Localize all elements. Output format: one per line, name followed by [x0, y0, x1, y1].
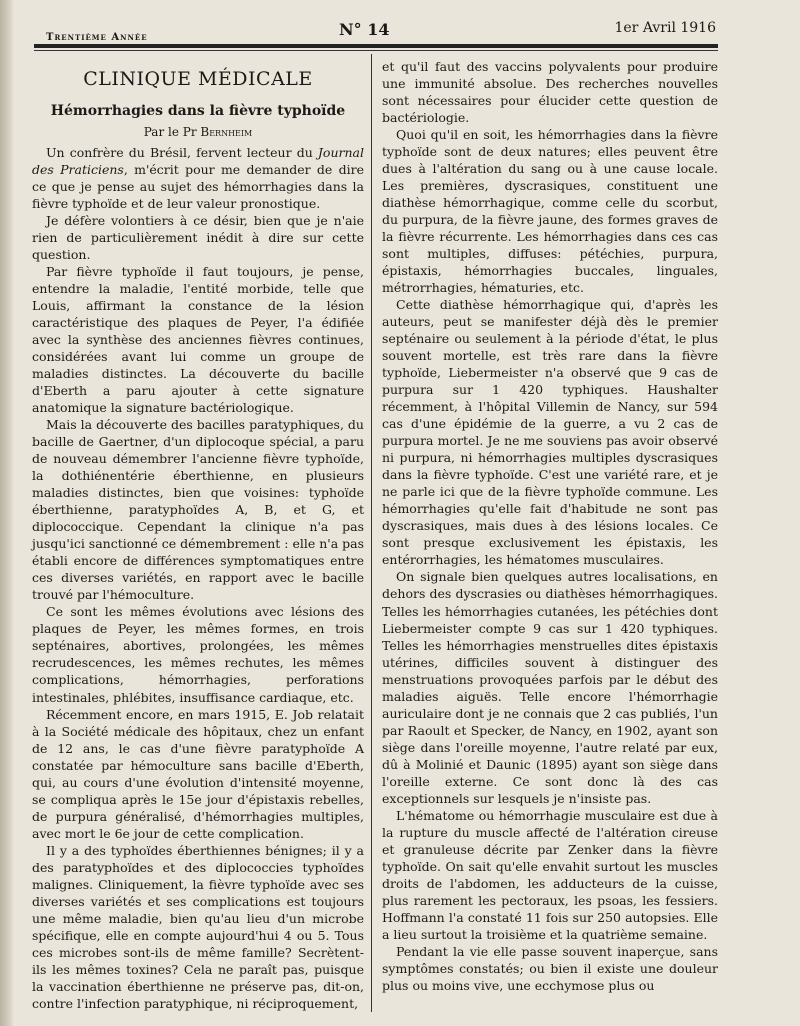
paragraph-text: , m'écrit pour me demander de dire ce que je pense au sujet des hémorrhagies dans la fièvre typhoïde et de leur valeur pronostique. — [32, 162, 365, 212]
right-column — [382, 58, 718, 994]
paragraph: Mais la découverte des bacilles paratyphiques, du bacille de Gaertner, d'un diplocoque spécial, a paru de nouveau démembrer l'ancienne fièvre typhoïde, la dothiénentérie éberthienne, en plusieurs maladies distinctes, bien que voisines: typhoïde éberthienne, paratyphoïdes A, B, et G, et diplococcique. Cependant la clinique n'a pas jusqu'ici sanctionné ce démembrement : elle n'a pas établi encore de différences symptomatiques entre ces diverses variétés, en rapport avec le bacille trouvé par l'hémoculture. — [32, 417, 365, 603]
paragraph: Pendant la vie elle passe souvent inaperçue, sans symptômes constatés; ou bien il existe une douleur plus ou moins vive, une ecchymose plus ou — [382, 943, 718, 993]
paragraph-text: Un confrère du Brésil, fervent lecteur du — [46, 145, 318, 160]
column-divider — [371, 54, 372, 1012]
header-date: 1er Avril 1916 — [614, 20, 716, 36]
paragraph: Quoi qu'il en soit, les hémorrhagies dans la fièvre typhoïde sont de deux natures; elles peuvent être dues à l'altération du sang ou à une cause locale. Les premières, dyscrasiques, constituent une diathèse hémorrhagique, comme celle du scorbut, du purpura, de la fièvre jaune, des formes graves de la fièvre récurrente. Les hémorrhagies dans ces cas sont multiples, diffuses: pétéchies, purpura, épistaxis, hémorrhagies buccales, linguales, métrorrhagies, hématuries, etc. — [382, 127, 718, 296]
article-title: Hémorrhagies dans la fièvre typhoïde — [50, 103, 346, 119]
paragraph: Il y a des typhoïdes éberthiennes bénignes; il y a des paratyphoïdes et des diplococcies typhoïdes malignes. Cliniquement, la fièvre typhoïde avec ses diverses variétés et ses complications est toujours une même maladie, bien qu'au lieu d'un microbe spécifique, elle en compte aujourd'hui 4 ou 5. Tous ces microbes sont-ils de même famille? Secrètent-ils les mêmes toxines? Cela ne paraît pas, puisque la vaccination éberthienne ne préserve pas, dit-on, contre l'infection paratyphique, ni réciproquement, — [32, 842, 364, 1011]
section-title: CLINIQUE MÉDICALE — [83, 68, 313, 90]
paragraph — [32, 144, 364, 212]
paragraph: Ce sont les mêmes évolutions avec lésions des plaques de Peyer, les mêmes formes, en trois septénaires, abortives, prolongées, les mêmes recrudescences, les mêmes rechutes, les mêmes complications, hémorrhagies, perforations intestinales, phlébites, insuffisance cardiaque, etc. — [32, 604, 364, 705]
paragraph: On signale bien quelques autres localisations, en dehors des dyscrasies ou diathèses hémorrhagiques. Telles les hémorrhagies cutanées, les pétéchies dont Liebermeister compte 9 cas sur 1 420 typhiques. Telles les hémorrhagies menstruelles dites épistaxis utérines, difficiles souvent à distinguer des menstruations provoquées parfois par le début des maladies aiguës. Telle encore l'hémorrhagie auriculaire dont je ne connais que 2 cas publiés, l'un par Raoult et Specker, de Nancy, en 1902, ayant son siège dans l'oreille moyenne, l'autre relaté par eux, dû à Molinié et Daunic (1895) ayant son siège dans l'oreille externe. Ce sont donc là des cas exceptionnels sur lesquels je n'insiste pas. — [382, 569, 718, 806]
paragraph: Je défère volontiers à ce désir, bien que je n'aie rien de particulièrement inédit à dire sur cette question. — [32, 213, 364, 263]
paragraph: Récemment encore, en mars 1915, E. Job relatait à la Société médicale des hôpitaux, chez un enfant de 12 ans, le cas d'une fièvre paratyphoïde A constatée par hémoculture sans bacille d'Eberth, qui, au cours d'une évolution d'intensité moyenne, se compliqua après le 15e jour d'épistaxis rebelles, de purpura généralisé, d'hémorrhagies multiples, avec mort le 6e jour de cette complication. — [32, 706, 364, 841]
left-column — [32, 58, 364, 1012]
article-byline — [32, 124, 364, 140]
header-rule-thick — [34, 44, 718, 48]
header-rule-thin — [34, 50, 718, 51]
page-spine-shadow — [0, 0, 14, 1026]
header-issue-number: N° 14 — [339, 20, 390, 39]
header-volume: Trentième Année — [46, 32, 148, 43]
paragraph: Cette diathèse hémorrhagique qui, d'après les auteurs, peut se manifester déjà dès le premier septénaire ou seulement à la période d'état, le plus souvent mortelle, est très rare dans la fièvre typhoïde, Liebermeister n'a observé que 9 cas de purpura sur 1 420 typhiques. Haushalter récemment, à l'hôpital Villemin de Nancy, sur 594 cas d'une épidémie de la guerre, a vu 2 cas de purpura mortel. Je ne me souviens pas avoir observé ni purpura, ni hémorrhagies multiples dyscrasiques dans la fièvre typhoïde. C'est une variété rare, et je ne parle ici que de la fièvre typhoïde commune. Les hémorrhagies qu'elle fait d'habitude ne sont pas dyscrasiques, mais dues à des lésions locales. Ce sont presque exclusivement les épistaxis, les entérorrhagies, les hématomes musculaires. — [382, 297, 718, 568]
journal-name: Journal des Praticiens — [32, 145, 364, 178]
paragraph: Par fièvre typhoïde il faut toujours, je pense, entendre la maladie, l'entité morbide, telle que Louis, affirmant la constance de la lésion caractéristique des plaques de Peyer, l'a édifiée avec la synthèse des anciennes fièvres continues, considérées avant lui comme un groupe de maladies distinctes. La découverte du bacille d'Eberth a paru ajouter à cette signature anatomique la signature bactériologique. — [32, 264, 364, 416]
byline-author: Bernheim — [200, 125, 253, 139]
running-header — [34, 20, 716, 42]
paragraph: et qu'il faut des vaccins polyvalents pour produire une immunité absolue. Des recherches nouvelles sont nécessaires pour élucider cette question de bactériologie. — [382, 59, 718, 126]
paragraph: L'hématome ou hémorrhagie musculaire est due à la rupture du muscle affecté de l'altération cireuse et granuleuse décrite par Zenker dans la fièvre typhoïde. On sait qu'elle envahit surtout les muscles droits de l'abdomen, les adducteurs de la cuisse, plus rarement les pectoraux, les psoas, les fessiers. Hoffmann l'a constaté 11 fois sur 250 autopsies. Elle a lieu surtout la troisième et la quatrième semaine. — [382, 807, 718, 942]
byline-prefix: Par le Pr — [143, 125, 197, 139]
